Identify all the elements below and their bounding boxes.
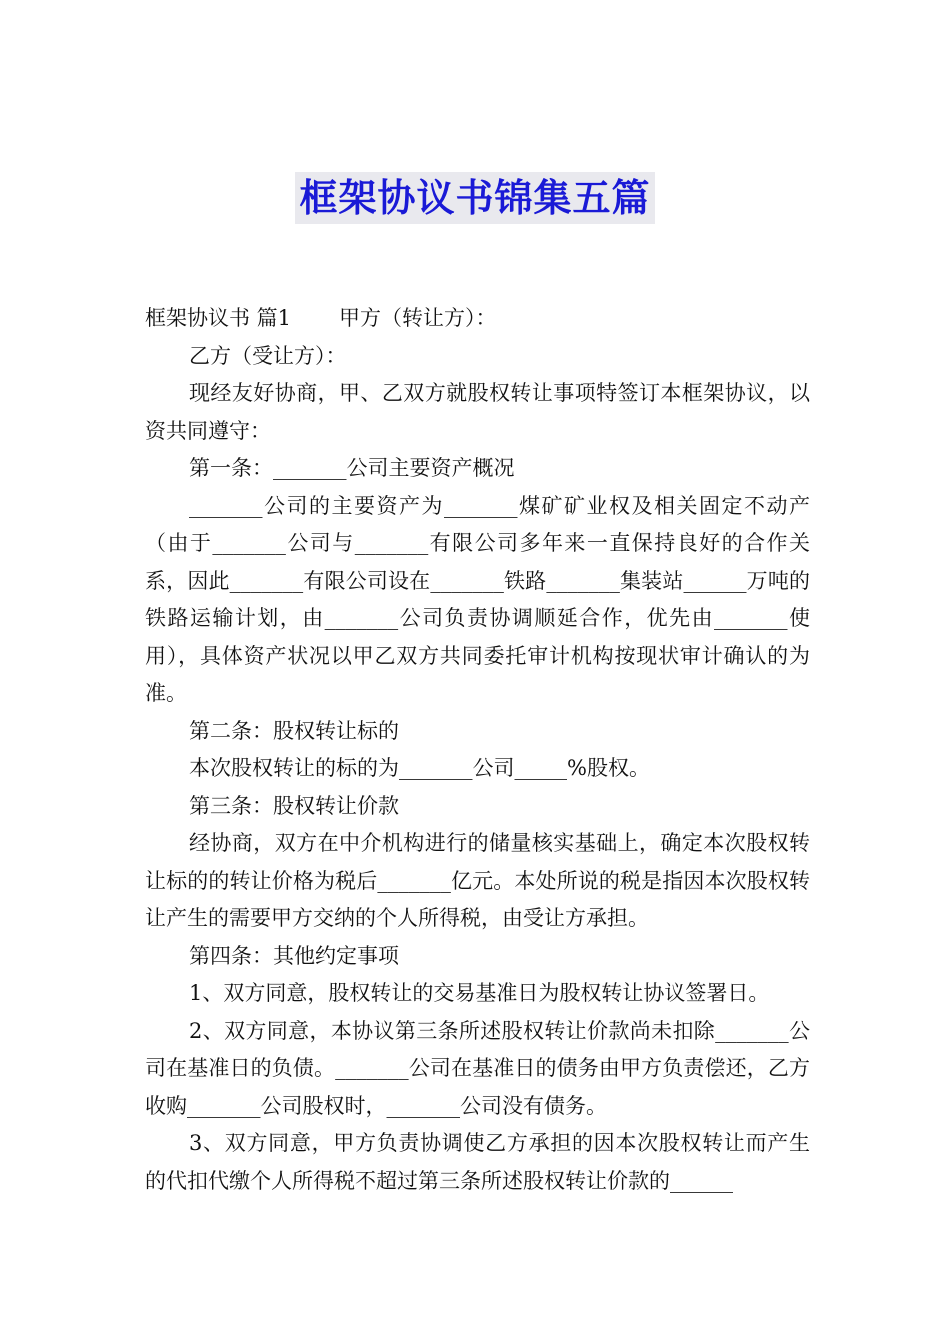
document-body: [145, 300, 810, 1200]
article-4-item-1: 1、双方同意，股权转让的交易基准日为股权转让协议签署日。: [189, 981, 770, 1005]
article-3-body: 经协商，双方在中介机构进行的储量核实基础上，确定本次股权转让标的的转让价格为税后_______亿元。本处所说的税是指因本次股权转让产生的需要甲方交纳的个人所得税，由受让方承担。: [145, 831, 810, 930]
article-1-body: _______公司的主要资产为_______煤矿矿业权及相关固定不动产（由于_______公司与_______有限公司多年来一直保持良好的合作关系，因此_______有限公司设在_______铁路_______集装站______万吨的铁路运输计划，由_______公司负责协调顺延合作，优先由_______使用），具体资产状况以甲乙双方共同委托审计机构按现状审计确认的为准。: [145, 493, 810, 705]
article-2-heading: 第二条：股权转让标的: [189, 718, 399, 743]
article-4-heading: 第四条：其他约定事项: [189, 943, 399, 968]
article-1-heading: 第一条：_______公司主要资产概况: [189, 456, 515, 480]
paragraph-party-b: 乙方（受让方）：: [189, 343, 347, 368]
article-3-heading: 第三条：股权转让价款: [189, 793, 399, 818]
article-2-body: 本次股权转让的标的为_______公司_____%股权。: [189, 756, 650, 780]
article-4-item-3: 3、双方同意，甲方负责协调使乙方承担的因本次股权转让而产生的代扣代缴个人所得税不超过第三条所述股权转让价款的______: [145, 1131, 810, 1193]
paragraph-intro: 现经友好协商，甲、乙双方就股权转让事项特签订本框架协议，以资共同遵守：: [145, 381, 810, 443]
article-4-item-2: 2、双方同意，本协议第三条所述股权转让价款尚未扣除_______公司在基准日的负债。_______公司在基准日的债务由甲方负责偿还，乙方收购_______公司股权时，_______公司没有债务。: [145, 1018, 810, 1118]
section-heading-line: [145, 300, 810, 338]
document-title: 框架协议书锦集五篇: [295, 172, 654, 224]
section-label: 框架协议书 篇1: [145, 306, 292, 330]
title-container: [0, 172, 950, 224]
party-a-label: 甲方（转让方）：: [339, 306, 497, 330]
